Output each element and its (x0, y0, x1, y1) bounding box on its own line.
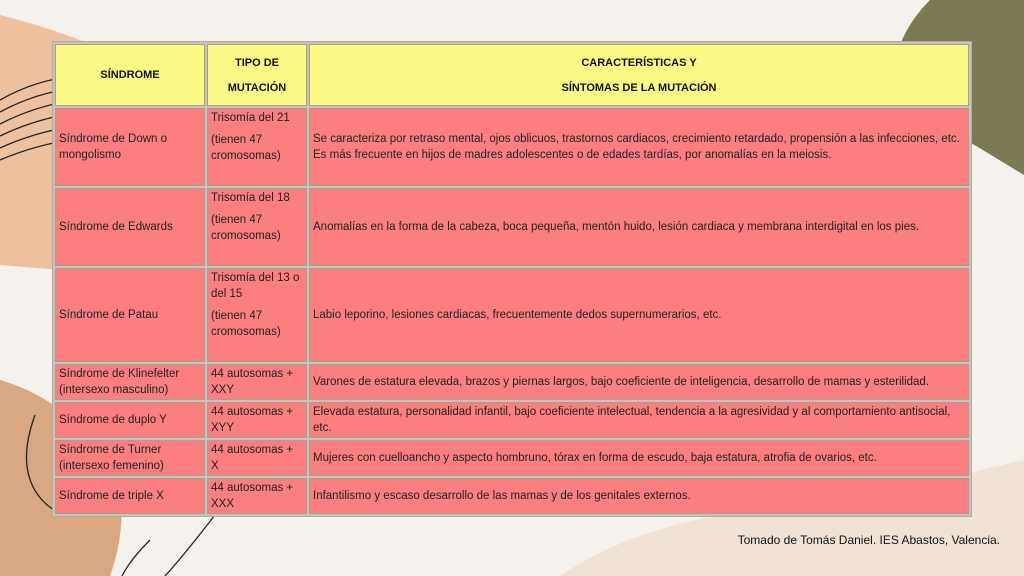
mutation-cell (207, 268, 307, 362)
symptoms-cell (309, 108, 969, 186)
mutation-cell: 44 autosomas + XYY (207, 402, 307, 438)
mutation-cell (207, 108, 307, 186)
table-row (55, 188, 969, 266)
header-mutation-type (207, 44, 307, 106)
header-characteristics-line2: SÍNTOMAS DE LA MUTACIÓN (561, 81, 717, 94)
mutation-text: Trisomía del 21 (211, 112, 290, 124)
mutation-cell: 44 autosomas + X (207, 440, 307, 476)
table-row (55, 108, 969, 186)
symptoms-cell: Infantilismo y escaso desarrollo de las mamas y de los genitales externos. (309, 478, 969, 514)
header-mutation-line1: TIPO DE (234, 56, 279, 69)
table-row (55, 440, 969, 476)
source-credit: Tomado de Tomás Daniel. IES Abastos, Valencia. (737, 533, 1000, 547)
mutation-text: Trisomía del 18 (211, 192, 290, 204)
table-row (55, 268, 969, 362)
header-characteristics (309, 44, 969, 106)
header-syndrome (55, 44, 205, 106)
syndrome-cell: Síndrome de Patau (55, 268, 205, 362)
mutation-cell: 44 autosomas + XXY (207, 364, 307, 400)
mutation-cell: 44 autosomas + XXX (207, 478, 307, 514)
symptoms-cell: Anomalías en la forma de la cabeza, boca pequeña, mentón huido, lesión cardiaca y membrana interdigital en los pies. (309, 188, 969, 266)
syndrome-cell: Síndrome de duplo Y (55, 402, 205, 438)
mutation-note: (tienen 47 cromosomas) (211, 134, 281, 162)
mutation-note: (tienen 47 cromosomas) (211, 214, 281, 242)
mutation-cell (207, 188, 307, 266)
symptoms-cell: Mujeres con cuelloancho y aspecto hombruno, tórax en forma de escudo, baja estatura, atrofia de ovarios, etc. (309, 440, 969, 476)
syndrome-cell: Síndrome de Down o mongolismo (55, 108, 205, 186)
table-row (55, 364, 969, 400)
symptoms-cell: Varones de estatura elevada, brazos y piernas largos, bajo coeficiente de inteligencia, desarrollo de mamas y esterilidad. (309, 364, 969, 400)
syndrome-cell: Síndrome de triple X (55, 478, 205, 514)
mutation-note: (tienen 47 cromosomas) (211, 310, 281, 338)
syndrome-cell: Síndrome de Turner (intersexo femenino) (55, 440, 205, 476)
symptoms-cell: Labio leporino, lesiones cardiacas, frecuentemente dedos supernumerarios, etc. (309, 268, 969, 362)
header-mutation-line2: MUTACIÓN (227, 81, 287, 94)
mutation-text: Trisomía del 13 o del 15 (211, 272, 300, 300)
table-row (55, 402, 969, 438)
symptoms-note: Es más frecuente en hijos de madres adolescentes o de edades tardías, por anomalías en la meiosis. (313, 149, 832, 161)
symptoms-cell: Elevada estatura, personalidad infantil, bajo coeficiente intelectual, tendencia a la agresividad y al comportamiento antisocial, etc. (309, 402, 969, 438)
table-header-row (55, 44, 969, 106)
syndrome-cell: Síndrome de Edwards (55, 188, 205, 266)
syndromes-table (52, 41, 972, 517)
header-syndrome-label: SÍNDROME (100, 69, 160, 81)
symptoms-text: Se caracteriza por retraso mental, ojos oblicuos, trastornos cardiacos, crecimiento retardado, propensión a las infecciones, etc. (313, 133, 960, 145)
syndrome-cell: Síndrome de Klinefelter (intersexo masculino) (55, 364, 205, 400)
table-row (55, 478, 969, 514)
header-characteristics-line1: CARACTERÍSTICAS Y (581, 56, 697, 69)
